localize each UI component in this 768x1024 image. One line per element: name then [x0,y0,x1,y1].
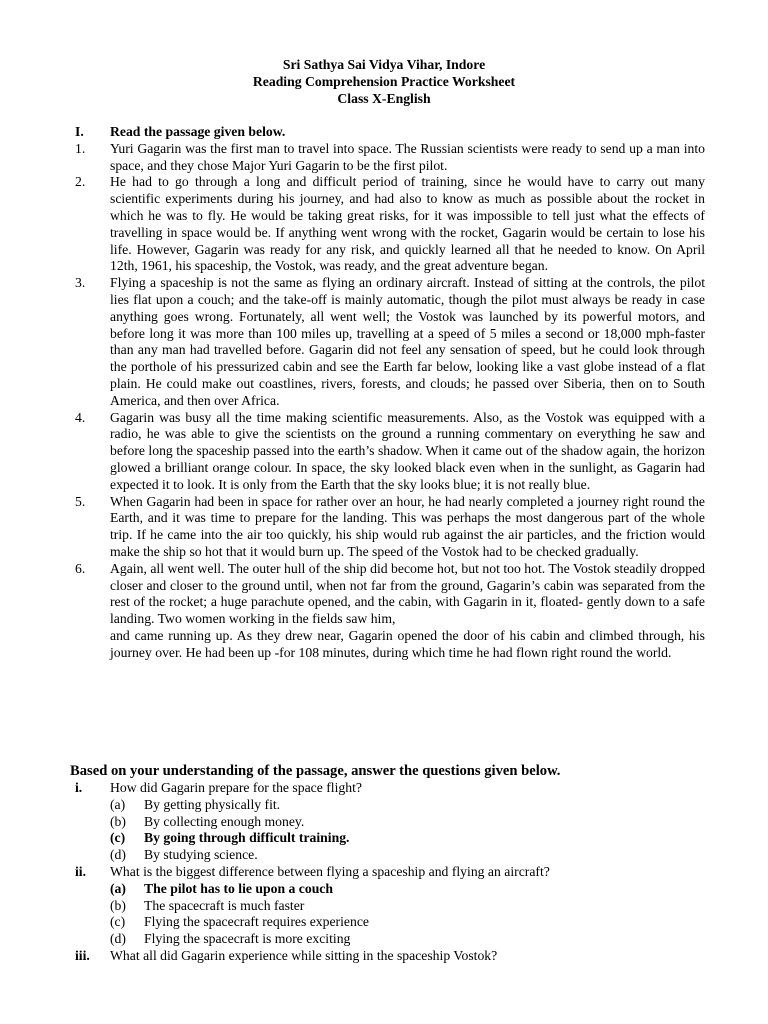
option-letter: (c) [110,830,126,846]
question-text: What is the biggest difference between flying a spaceship and flying an aircraft? [110,863,550,879]
question-3 [75,948,705,965]
question-number: i. [75,780,83,795]
paragraph-text: Yuri Gagarin was the first man to travel into space. The Russian scientists were ready to send up a man into space, and they chose Major Yuri Gagarin to be the first pilot. [110,140,705,173]
paragraph-text: He had to go through a long and difficult period of training, since he would have to carry out many scientific experiments during his journey, and had also to know as much as possible about the rocket in which he was to fly. He would be taking great risks, for it was impossible to tell just what the effects of travelling in space would be. If anything went wrong with the rocket, Gagarin would be certain to lose his life. However, Gagarin was ready for any risk, and quickly learned all that he needed to know. On April 12th, 1961, his spaceship, the Vostok, was ready, and the great adventure began. [110,174,705,274]
option-a [75,797,705,814]
option-text: By getting physically fit. [144,796,281,812]
option-c [75,914,705,931]
paragraph-2 [75,174,705,275]
paragraph-3 [75,275,705,409]
option-letter: (b) [110,813,126,829]
worksheet-title: Reading Comprehension Practice Worksheet [252,73,516,89]
paragraph-text: When Gagarin had been in space for rather over an hour, he had nearly completed a journey right round the Earth, and it was time to prepare for the landing. This was perhaps the most dangerous part of the whole trip. If he came into the air too quickly, his ship would rub against the air particles, and the friction would make the ship so hot that it would burn up. The speed of the Vostok had to be checked gradually. [110,493,705,559]
option-letter: (a) [110,796,126,812]
option-text: The pilot has to lie upon a couch [144,880,333,896]
paragraph-number: 5. [75,493,86,509]
paragraph-text: Again, all went well. The outer hull of the ship did become hot, but not too hot. The Vostok steadily dropped closer and closer to the ground until, when not far from the ground, Gagarin’s cabin was separated from the rest of the rocket; a huge parachute opened, and the cabin, with Gagarin in it, floated- gently down to a safe landing. Two women working in the fields saw him, [110,560,705,627]
option-text: The spacecraft is much faster [144,897,305,913]
option-text: By going through difficult training. [144,830,350,846]
option-text: Flying the spacecraft is more exciting [144,931,351,947]
paragraph-text: and came running up. As they drew near, Gagarin opened the door of his cabin and climbed through, his journey over. He had been up -for 108 minutes, during which time he had flown right round the world. [110,627,705,660]
option-c-answer [75,830,705,847]
paragraph-number: 3. [75,275,86,291]
question-number: iii. [75,947,90,963]
paragraph-1 [75,141,705,175]
paragraph-number: 4. [75,409,86,425]
questions-list [75,780,705,965]
paragraph-number: 2. [75,174,86,190]
class-label: Class X-English [337,90,431,106]
passage [75,124,705,662]
option-letter: (d) [110,847,126,863]
paragraph-text: Flying a spaceship is not the same as flying an ordinary aircraft. Instead of sitting at the controls, the pilot lies flat upon a couch; and the take-off is mainly automatic, though the pilot must always be ready in case anything goes wrong. Fortunately, all went well; the Vostok was launched by its powerful motors, and before long it was more than 100 miles up, travelling at a speed of 5 miles a second or 18,000 mph-faster than any man had travelled before. Gagarin did not feel any sensation of speed, but he could look through the porthole of his pressurized cabin and see the Earth far below, looking like a vast globe instead of a flat plain. He could make out coastlines, rivers, forests, and clouds; he passed over Siberia, then on to South America, and then over Africa. [110,275,705,408]
paragraph-6 [75,561,705,628]
questions-heading: Based on your understanding of the passage, answer the questions given below. [70,763,561,779]
option-letter: (a) [110,880,126,896]
question-number: ii. [75,863,87,879]
option-a-answer [75,881,705,898]
option-text: By studying science. [144,847,258,863]
school-name: Sri Sathya Sai Vidya Vihar, Indore [282,57,486,72]
option-letter: (b) [110,897,126,913]
option-text: Flying the spacecraft requires experience [144,914,369,930]
question-text: How did Gagarin prepare for the space flight? [110,780,362,795]
option-d [75,847,705,864]
option-b [75,814,705,831]
option-b [75,898,705,915]
paragraph-text: Gagarin was busy all the time making scientific measurements. Also, as the Vostok was equipped with a radio, he was able to give the scientists on the ground a running commentary on everything he saw and before long the spaceship passed into the earth’s shadow. When it came out of the shadow again, the horizon glowed a brilliant orange colour. In space, the sky looked black even when in the sunlight, as Gagarin had expected it to look. It is only from the Earth that the sky looks blue; it is not really blue. [110,409,705,492]
section-heading [75,124,705,141]
question-text: What all did Gagarin experience while sitting in the spaceship Vostok? [110,947,498,963]
paragraph-4 [75,410,705,494]
paragraph-6-continuation [75,628,705,662]
document-header [0,57,768,107]
question-1 [75,780,705,797]
option-letter: (d) [110,931,126,947]
paragraph-number: 6. [75,560,86,576]
option-d [75,931,705,948]
section-heading-text: Read the passage given below. [110,124,286,139]
section-number: I. [75,124,84,139]
paragraph-5 [75,494,705,561]
question-2 [75,864,705,881]
option-text: By collecting enough money. [144,813,305,829]
option-letter: (c) [110,914,126,930]
paragraph-number: 1. [75,140,86,156]
